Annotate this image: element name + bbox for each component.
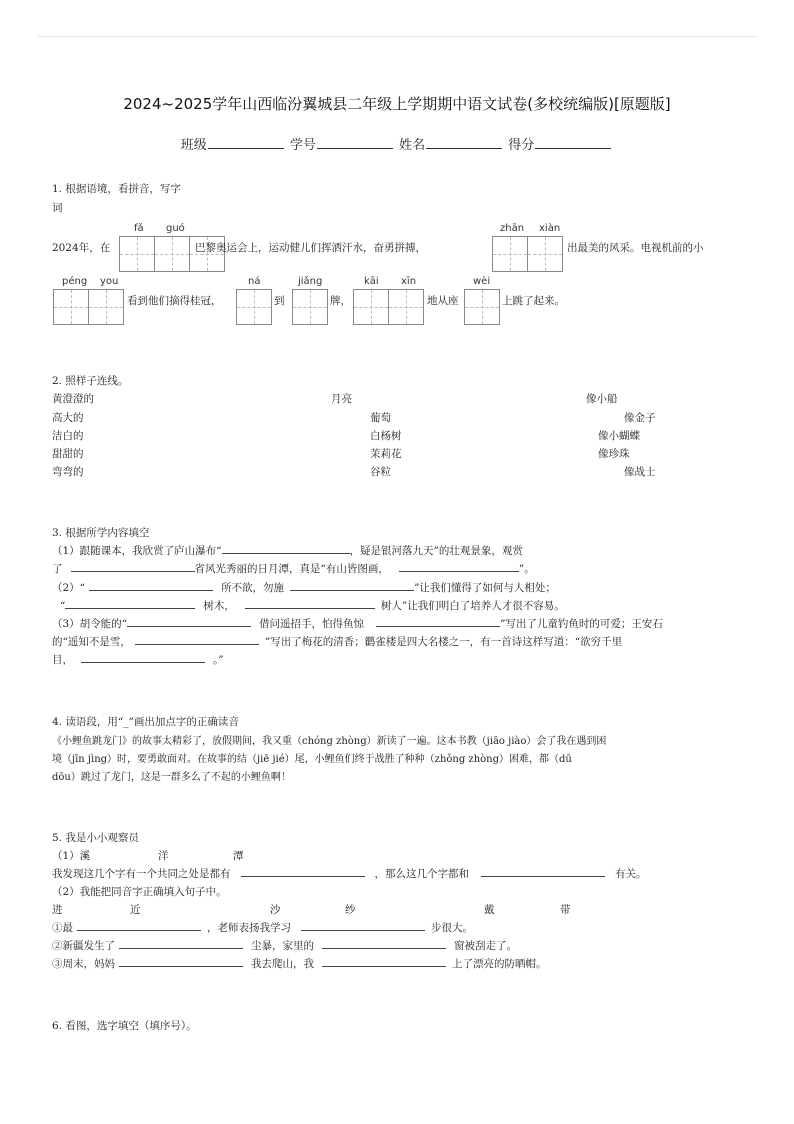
class-blank[interactable] xyxy=(208,136,284,149)
mid-item[interactable]: 茉莉花 xyxy=(370,448,402,460)
q3-text: 。” xyxy=(213,654,224,666)
q2-heading: 2. 照样子连线。 xyxy=(52,375,129,387)
fill-blank[interactable] xyxy=(241,866,365,877)
q3-text: （1）跟随课本，我欣赏了庐山瀑布“ xyxy=(52,545,222,557)
fill-blank[interactable] xyxy=(481,866,605,877)
q3-text: 省风光秀丽的日月潭，真是“有山皆图画， xyxy=(194,563,389,575)
q3-line4 xyxy=(60,598,565,613)
q4-line2[interactable]: 境（jīn jìng）时，要勇敢面对。在故事的结（jiē jié）尾，小鲤鱼们终于战胜了种种（zhǒng zhòng）困难，都（dū xyxy=(52,754,572,765)
left-item[interactable]: 高大的 xyxy=(52,412,84,424)
mid-item[interactable]: 月亮 xyxy=(331,393,352,405)
fill-blank[interactable] xyxy=(376,616,500,627)
pinyin-kai: kāi xyxy=(364,276,379,287)
right-item[interactable]: 像珍珠 xyxy=(598,448,630,460)
q5-text: ①最 xyxy=(52,922,73,934)
fill-blank[interactable] xyxy=(245,598,375,609)
char-box[interactable] xyxy=(88,289,124,325)
fill-blank[interactable] xyxy=(322,956,446,967)
q4-line1[interactable]: 《小鲤鱼跳龙门》的故事太精彩了，放假期间，我又重（chóng zhòng）新读了一遍。这本书教（jiāo jiào）会了我在遇到困 xyxy=(52,736,607,747)
q3-text: 树木， xyxy=(203,600,235,612)
score-label: 得分 xyxy=(508,138,535,153)
q5-row2 xyxy=(52,938,517,953)
mid-item[interactable]: 谷粒 xyxy=(370,466,391,478)
q3-text: （2）“ xyxy=(52,582,86,594)
q3-heading: 3. 根据所学内容填空 xyxy=(52,527,150,539)
q5-text: 窗被刮走了。 xyxy=(454,940,517,952)
q3-line3 xyxy=(52,580,556,595)
q5-sub2: （2）我能把同音字正确填入句子中。 xyxy=(52,886,227,898)
char-box[interactable] xyxy=(154,236,190,272)
number-blank[interactable] xyxy=(317,136,393,149)
mid-item[interactable]: 葡萄 xyxy=(370,412,391,424)
fill-blank[interactable] xyxy=(322,938,446,949)
pinyin-guo: guó xyxy=(166,223,185,234)
q1-line2-c: 牌， xyxy=(330,295,351,307)
q1-line2-d: 地从座 xyxy=(427,295,459,307)
left-item[interactable]: 洁白的 xyxy=(52,430,84,442)
char-box[interactable] xyxy=(492,236,528,272)
fill-blank[interactable] xyxy=(119,956,243,967)
char-box[interactable] xyxy=(353,289,389,325)
q3-text: ，疑是银河落九天”的壮观景象，观赏 xyxy=(349,545,523,557)
fill-blank[interactable] xyxy=(65,598,195,609)
homophone-char: 近 xyxy=(130,904,141,916)
q3-text: ”。 xyxy=(518,563,535,575)
q5-text: ，那么这几个字都和 xyxy=(374,868,469,880)
q3-text: 的“遥知不是雪， xyxy=(52,636,131,648)
page-title: 2024~2025学年山西临汾翼城县二年级上学期期中语文试卷(多校统编版)[原题版] xyxy=(123,95,671,113)
q5-text: 尘暴，家里的 xyxy=(251,940,314,952)
q3-text: “ xyxy=(60,600,66,612)
q1-line2-b: 到 xyxy=(274,295,285,307)
right-item[interactable]: 像战士 xyxy=(624,466,656,478)
q5-text: 有关。 xyxy=(615,868,647,880)
pinyin-wei: wèi xyxy=(473,276,491,287)
grid-jiang[interactable] xyxy=(292,289,327,325)
q1-line2-a: 看到他们摘得桂冠， xyxy=(127,295,222,307)
char-box[interactable] xyxy=(292,289,328,325)
right-item[interactable]: 像金子 xyxy=(624,412,656,424)
q3-text: 了 xyxy=(52,563,63,575)
q5-text: ③周末，妈妈 xyxy=(52,958,115,970)
top-divider xyxy=(38,36,756,37)
name-label: 姓名 xyxy=(399,138,426,153)
q3-text: ”写出了梅花的清香；鹳雀楼是四大名楼之一，有一首诗这样写道：“欲穷千里 xyxy=(264,636,623,648)
q3-line5 xyxy=(52,616,663,631)
pinyin-peng: péng xyxy=(62,276,88,287)
q3-line6 xyxy=(52,634,622,649)
grid-wei[interactable] xyxy=(464,289,499,325)
left-item[interactable]: 弯弯的 xyxy=(52,466,84,478)
grid-na[interactable] xyxy=(236,289,271,325)
q5-char-tan: 潭 xyxy=(233,850,244,862)
q1-line1-c: 出最美的风采。电视机前的小 xyxy=(567,242,704,254)
pinyin-jiang: jiǎng xyxy=(298,276,323,287)
fill-blank[interactable] xyxy=(399,561,519,572)
pinyin-xin: xīn xyxy=(401,276,417,287)
homophone-char: 带 xyxy=(560,904,571,916)
q3-text: 树人”让我们明白了培养人才很不容易。 xyxy=(380,600,565,612)
fill-blank[interactable] xyxy=(89,580,213,591)
q3-text: （3）胡令能的“ xyxy=(52,618,128,630)
q5-row3 xyxy=(52,956,547,971)
q5-line2 xyxy=(52,866,647,881)
char-box[interactable] xyxy=(527,236,563,272)
grid-kai-xin[interactable] xyxy=(353,289,423,325)
q3-text: 借问遥招手，怕得鱼惊 xyxy=(259,618,365,630)
pinyin-na: ná xyxy=(248,276,261,287)
q5-heading: 5. 我是小小观察员 xyxy=(52,832,139,844)
char-box[interactable] xyxy=(119,236,155,272)
q5-text: 步很大。 xyxy=(431,922,473,934)
q5-sub1: （1）溪 xyxy=(52,850,91,862)
char-box[interactable] xyxy=(236,289,272,325)
student-info-row xyxy=(0,134,794,153)
q3-line1 xyxy=(52,543,523,558)
left-item[interactable]: 黄澄澄的 xyxy=(52,393,94,405)
q1-heading: 1. 根据语境，看拼音，写字 xyxy=(52,183,181,195)
q1-line1-a: 2024年，在 xyxy=(52,242,111,254)
number-label: 学号 xyxy=(289,138,316,153)
char-box[interactable] xyxy=(464,289,500,325)
q5-text: 我发现这几个字有一个共同之处是都有 xyxy=(52,868,231,880)
q5-row1 xyxy=(52,920,473,935)
q4-heading: 4. 读语段，用“_”画出加点字的正确读音 xyxy=(52,716,239,728)
q6-heading: 6. 看图，选字填空（填序号）。 xyxy=(52,1020,197,1032)
fill-blank[interactable] xyxy=(222,543,350,554)
fill-blank[interactable] xyxy=(119,938,243,949)
homophone-char: 戴 xyxy=(484,904,495,916)
left-item[interactable]: 甜甜的 xyxy=(52,448,84,460)
q1-heading-cont: 词 xyxy=(52,202,63,214)
fill-blank[interactable] xyxy=(127,616,251,627)
q3-text: ”让我们懂得了如何与人相处； xyxy=(414,582,556,594)
q5-char-yang: 洋 xyxy=(158,850,169,862)
q5-text: 上了漂亮的防晒帽。 xyxy=(452,958,547,970)
fill-blank[interactable] xyxy=(290,580,414,591)
q3-line2 xyxy=(52,561,535,576)
q3-text: ”写出了儿童钓鱼时的可爱；王安石 xyxy=(500,618,663,630)
grid-zhan-xian[interactable] xyxy=(492,236,562,272)
fill-blank[interactable] xyxy=(135,634,259,645)
pinyin-xian: xiàn xyxy=(539,223,561,234)
right-item[interactable]: 像小船 xyxy=(586,393,618,405)
fill-blank[interactable] xyxy=(71,561,195,572)
homophone-char: 纱 xyxy=(345,904,356,916)
name-blank[interactable] xyxy=(426,136,502,149)
fill-blank[interactable] xyxy=(301,920,425,931)
char-box[interactable] xyxy=(53,289,89,325)
q3-line7 xyxy=(52,652,224,667)
right-item[interactable]: 像小蝴蝶 xyxy=(598,430,640,442)
grid-peng-you[interactable] xyxy=(53,289,123,325)
q5-text: ，老师表扬我学习 xyxy=(207,922,291,934)
q1-line2-e: 上跳了起来。 xyxy=(502,295,565,307)
q1-line1-b: 巴黎奥运会上，运动健儿们挥洒汗水，奋勇拼搏， xyxy=(195,242,426,254)
homophone-char: 进 xyxy=(52,904,63,916)
pinyin-you: you xyxy=(100,276,119,287)
score-blank[interactable] xyxy=(535,136,611,149)
fill-blank[interactable] xyxy=(81,652,205,663)
q5-text: ②新疆发生了 xyxy=(52,940,115,952)
q3-text: 所不欲，勿施 xyxy=(221,582,285,594)
mid-item[interactable]: 白杨树 xyxy=(370,430,402,442)
homophone-char: 沙 xyxy=(270,904,281,916)
q5-text: 我去爬山，我 xyxy=(251,958,314,970)
q3-text: 目， xyxy=(52,654,73,666)
class-label: 班级 xyxy=(180,138,207,153)
q4-line3[interactable]: dōu）跳过了龙门，这是一群多么了不起的小鲤鱼啊！ xyxy=(52,772,291,783)
pinyin-zhan: zhān xyxy=(500,223,525,234)
fill-blank[interactable] xyxy=(77,920,201,931)
char-box[interactable] xyxy=(388,289,424,325)
pinyin-fa: fǎ xyxy=(134,223,144,234)
